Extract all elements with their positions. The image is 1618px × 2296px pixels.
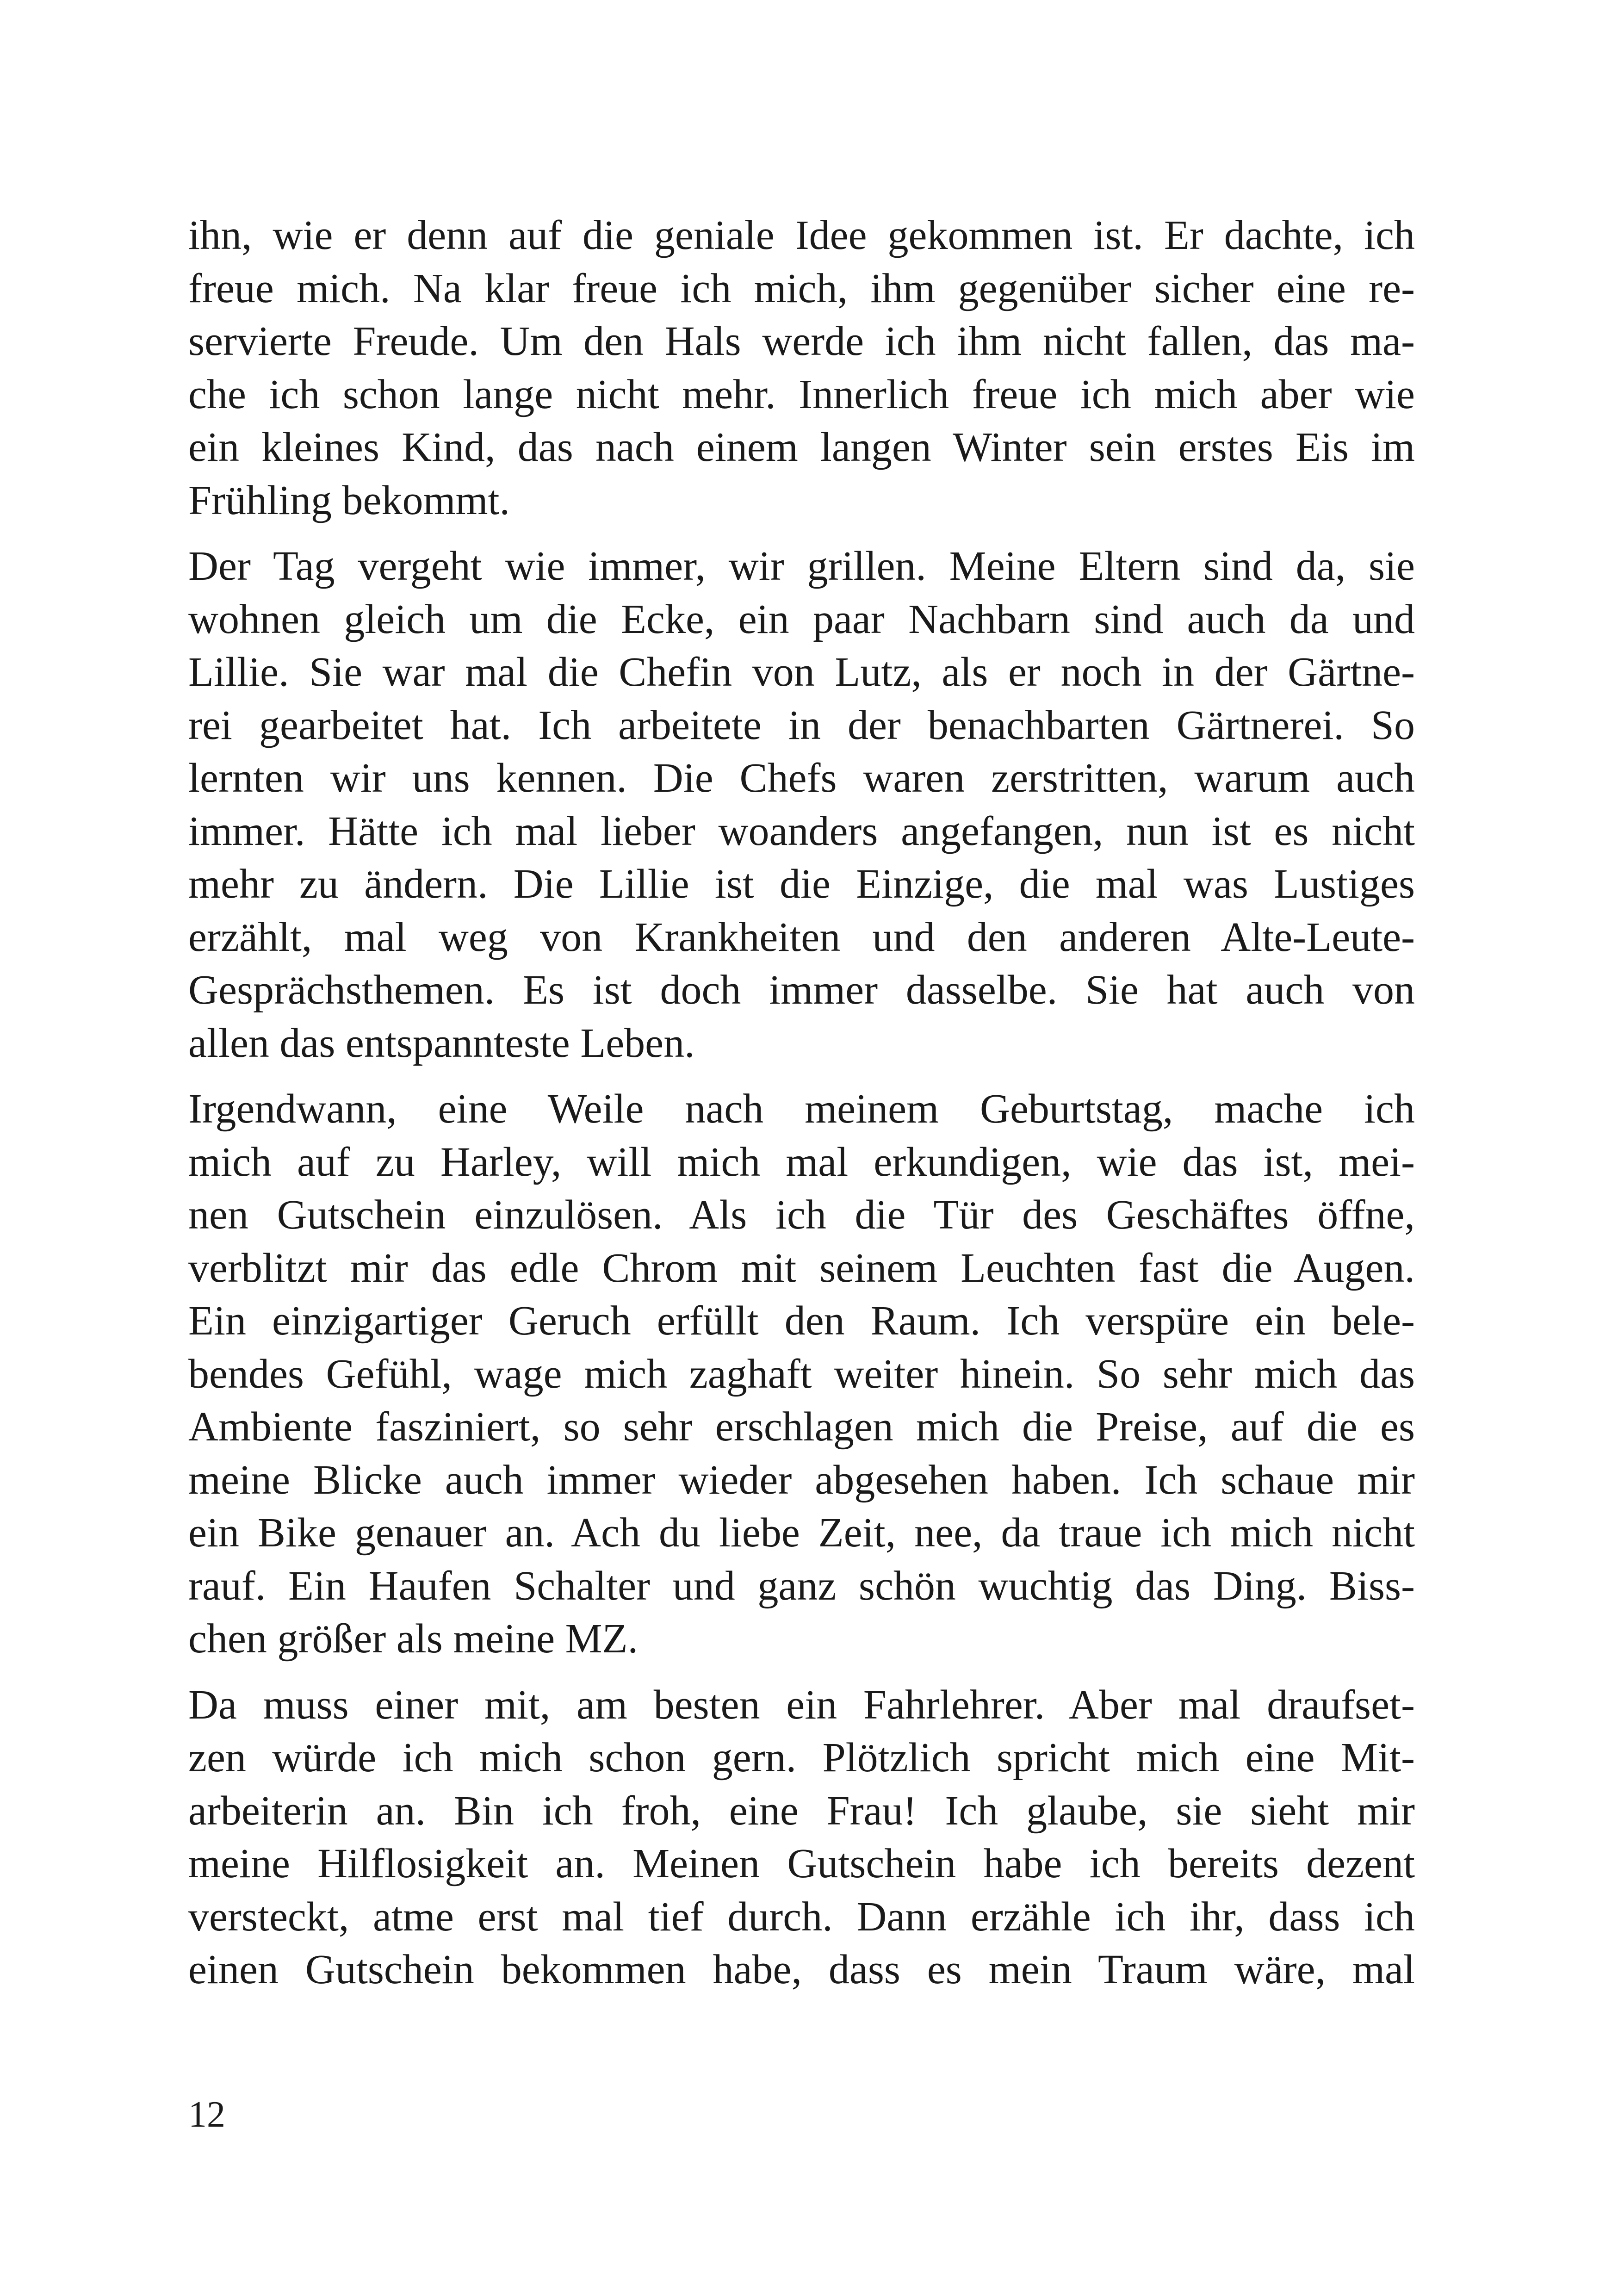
text-line: zen würde ich mich schon gern. Plötzlich spricht mich eine Mit- — [188, 1735, 1415, 1781]
text-line: wohnen gleich um die Ecke, ein paar Nachbarn sind auch da und — [188, 596, 1415, 642]
text-line: verblitzt mir das edle Chrom mit seinem Leuchten fast die Augen. — [188, 1245, 1415, 1291]
paragraph — [188, 209, 1415, 527]
text-line: rei gearbeitet hat. Ich arbeitete in der benachbarten Gärtnerei. So — [188, 702, 1415, 748]
page-number: 12 — [188, 2094, 225, 2135]
text-line: ein Bike genauer an. Ach du liebe Zeit, nee, da traue ich mich nicht — [188, 1510, 1415, 1556]
text-line: einen Gutschein bekommen habe, dass es mein Traum wäre, mal — [188, 1947, 1415, 1992]
text-line: arbeiterin an. Bin ich froh, eine Frau! Ich glaube, sie sieht mir — [188, 1787, 1415, 1834]
text-line: freue mich. Na klar freue ich mich, ihm gegenüber sicher eine re- — [188, 265, 1415, 311]
text-line: bendes Gefühl, wage mich zaghaft weiter hinein. So sehr mich das — [188, 1351, 1415, 1397]
text-line: meine Hilflosigkeit an. Meinen Gutschein habe ich bereits dezent — [188, 1841, 1415, 1886]
text-line: meine Blicke auch immer wieder abgesehen haben. Ich schaue mir — [188, 1457, 1415, 1503]
text-line: versteckt, atme erst mal tief durch. Dann erzähle ich ihr, dass ich — [188, 1893, 1415, 1940]
text-line: Der Tag vergeht wie immer, wir grillen. Meine Eltern sind da, sie — [188, 543, 1415, 589]
text-line: Da muss einer mit, am besten ein Fahrlehrer. Aber mal draufset- — [188, 1682, 1415, 1728]
text-line: Irgendwann, eine Weile nach meinem Geburtstag, mache ich — [188, 1086, 1415, 1132]
paragraph — [188, 540, 1415, 1070]
text-line: chen größer als meine MZ. — [188, 1616, 639, 1662]
text-line: nen Gutschein einzulösen. Als ich die Tür des Geschäftes öffne, — [188, 1192, 1415, 1238]
text-line: mich auf zu Harley, will mich mal erkundigen, wie das ist, mei- — [188, 1139, 1415, 1185]
paragraph — [188, 1083, 1415, 1666]
text-line: Gesprächsthemen. Es ist doch immer dasselbe. Sie hat auch von — [188, 967, 1415, 1013]
text-line: rauf. Ein Haufen Schalter und ganz schön wuchtig das Ding. Biss- — [188, 1563, 1415, 1609]
text-line: che ich schon lange nicht mehr. Innerlich freue ich mich aber wie — [188, 371, 1415, 417]
text-line: servierte Freude. Um den Hals werde ich ihm nicht fallen, das ma- — [188, 318, 1415, 364]
text-line: lernten wir uns kennen. Die Chefs waren zerstritten, warum auch — [188, 755, 1415, 801]
text-line: Ein einzigartiger Geruch erfüllt den Raum. Ich verspüre ein bele- — [188, 1298, 1415, 1344]
text-line: immer. Hätte ich mal lieber woanders angefangen, nun ist es nicht — [188, 808, 1415, 854]
text-line: allen das entspannteste Leben. — [188, 1020, 695, 1066]
text-line: erzählt, mal weg von Krankheiten und den anderen Alte-Leute- — [188, 914, 1415, 960]
text-line: ein kleines Kind, das nach einem langen Winter sein erstes Eis im — [188, 424, 1415, 470]
body-text — [188, 209, 1415, 2010]
text-line: mehr zu ändern. Die Lillie ist die Einzige, die mal was Lustiges — [188, 861, 1415, 907]
paragraph — [188, 1679, 1415, 1997]
text-line: Frühling bekommt. — [188, 477, 510, 523]
text-line: ihn, wie er denn auf die geniale Idee gekommen ist. Er dachte, ich — [188, 212, 1415, 258]
text-line: Lillie. Sie war mal die Chefin von Lutz, als er noch in der Gärtne- — [188, 649, 1415, 695]
text-line: Ambiente fasziniert, so sehr erschlagen mich die Preise, auf die es — [188, 1404, 1415, 1450]
